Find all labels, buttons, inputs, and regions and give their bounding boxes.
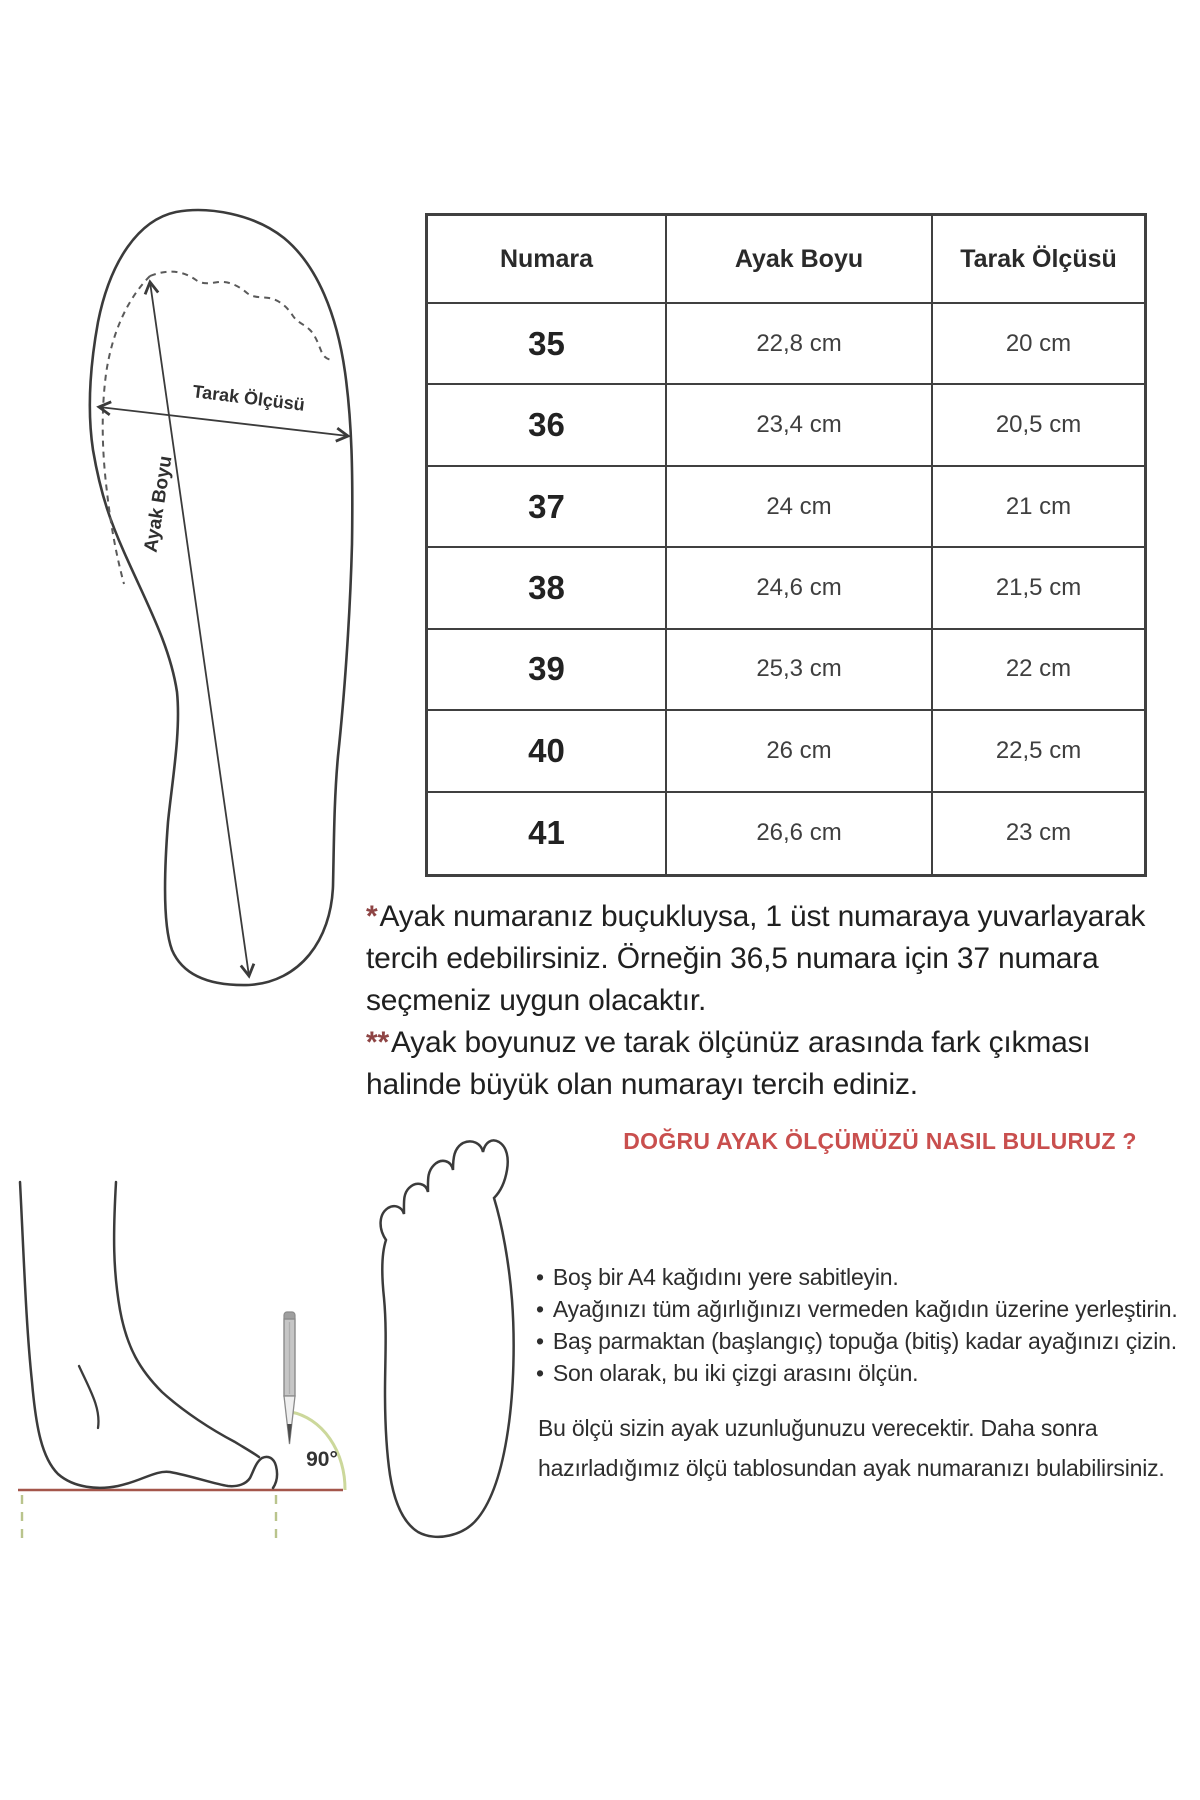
ankle-inner-line <box>79 1366 99 1428</box>
width-arrow <box>99 407 348 436</box>
column-header-ayak-boyu: Ayak Boyu <box>667 216 933 304</box>
step-text: Ayağınızı tüm ağırlığınızı vermeden kağıdın üzerine yerleştirin. <box>552 1296 1178 1322</box>
table-cell-tarak-olcusu: 22 cm <box>933 630 1144 711</box>
bullet-icon: • <box>536 1264 544 1290</box>
table-cell-tarak-olcusu: 20,5 cm <box>933 385 1144 466</box>
measure-step <box>536 1325 1178 1357</box>
measure-step <box>536 1357 1178 1389</box>
table-cell-ayak-boyu: 26,6 cm <box>667 793 933 874</box>
measure-heading: DOĞRU AYAK ÖLÇÜMÜZÜ NASIL BULURUZ ? <box>623 1128 1137 1154</box>
table-cell-tarak-olcusu: 21,5 cm <box>933 548 1144 629</box>
table-cell-ayak-boyu: 26 cm <box>667 711 933 792</box>
column-header-numara: Numara <box>428 216 667 304</box>
step-text: Son olarak, bu iki çizgi arasını ölçün. <box>552 1360 919 1386</box>
note-half-sizes <box>366 896 1161 1022</box>
foot-top-diagram <box>345 1140 520 1560</box>
table-cell-numara: 40 <box>428 711 667 792</box>
measure-step <box>536 1261 1178 1293</box>
table-cell-numara: 37 <box>428 467 667 548</box>
bullet-icon: • <box>536 1328 544 1354</box>
table-cell-ayak-boyu: 24,6 cm <box>667 548 933 629</box>
table-cell-tarak-olcusu: 20 cm <box>933 304 1144 385</box>
table-cell-numara: 39 <box>428 630 667 711</box>
measure-steps <box>536 1261 1178 1389</box>
pencil-icon <box>284 1312 295 1444</box>
length-arrow-label: Ayak Boyu <box>140 454 177 554</box>
step-text: Baş parmaktan (başlangıç) topuğa (bitiş) kadar ayağınızı çizin. <box>552 1328 1177 1354</box>
note-bigger-size <box>366 1022 1161 1106</box>
note-text: Ayak boyunuz ve tarak ölçünüz arasında fark çıkması halinde büyük olan numarayı tercih ediniz. <box>366 1026 1091 1101</box>
measure-step <box>536 1293 1178 1325</box>
table-cell-ayak-boyu: 22,8 cm <box>667 304 933 385</box>
table-cell-numara: 35 <box>428 304 667 385</box>
table-cell-tarak-olcusu: 21 cm <box>933 467 1144 548</box>
insole-dashed-toe-contour <box>150 272 334 360</box>
insole-outline <box>90 210 352 985</box>
angle-label: 90° <box>306 1448 338 1471</box>
foot-instep-outline <box>114 1182 259 1457</box>
insole-diagram <box>60 190 380 1010</box>
table-cell-tarak-olcusu: 23 cm <box>1005 819 1072 847</box>
foot-side-diagram <box>0 1160 352 1560</box>
table-cell-numara: 36 <box>428 385 667 466</box>
bullet-icon: • <box>536 1360 544 1386</box>
table-cell-numara: 41 <box>428 793 667 874</box>
size-notes <box>366 896 1161 1106</box>
note-marker: ** <box>366 1026 389 1059</box>
table-cell-ayak-boyu: 24 cm <box>667 467 933 548</box>
note-text: Ayak numaranız buçukluysa, 1 üst numaraya yuvarlayarak tercih edebilirsiniz. Örneğin 36,5 numara için 37 numara seçmeniz uygun olacaktır. <box>366 900 1146 1017</box>
table-cell-ayak-boyu: 25,3 cm <box>667 630 933 711</box>
column-header-tarak-olcusu: Tarak Ölçüsü <box>933 216 1144 304</box>
size-table <box>425 213 1147 877</box>
foot-top-outline <box>381 1140 514 1536</box>
step-text: Boş bir A4 kağıdını yere sabitleyin. <box>552 1264 899 1290</box>
table-cell-ayak-boyu: 23,4 cm <box>667 385 933 466</box>
measure-conclusion: Bu ölçü sizin ayak uzunluğunuzu verecektir. Daha sonra hazırladığımız ölçü tablosundan ayak numaranızı bulabilirsiniz. <box>538 1415 1165 1481</box>
bullet-icon: • <box>536 1296 544 1322</box>
note-marker: * <box>366 900 378 933</box>
width-arrow-label: Tarak Ölçüsü <box>191 381 306 415</box>
table-cell-numara: 38 <box>428 548 667 629</box>
table-cell-tarak-olcusu: 22,5 cm <box>933 711 1144 792</box>
foot-back-outline <box>20 1182 277 1488</box>
